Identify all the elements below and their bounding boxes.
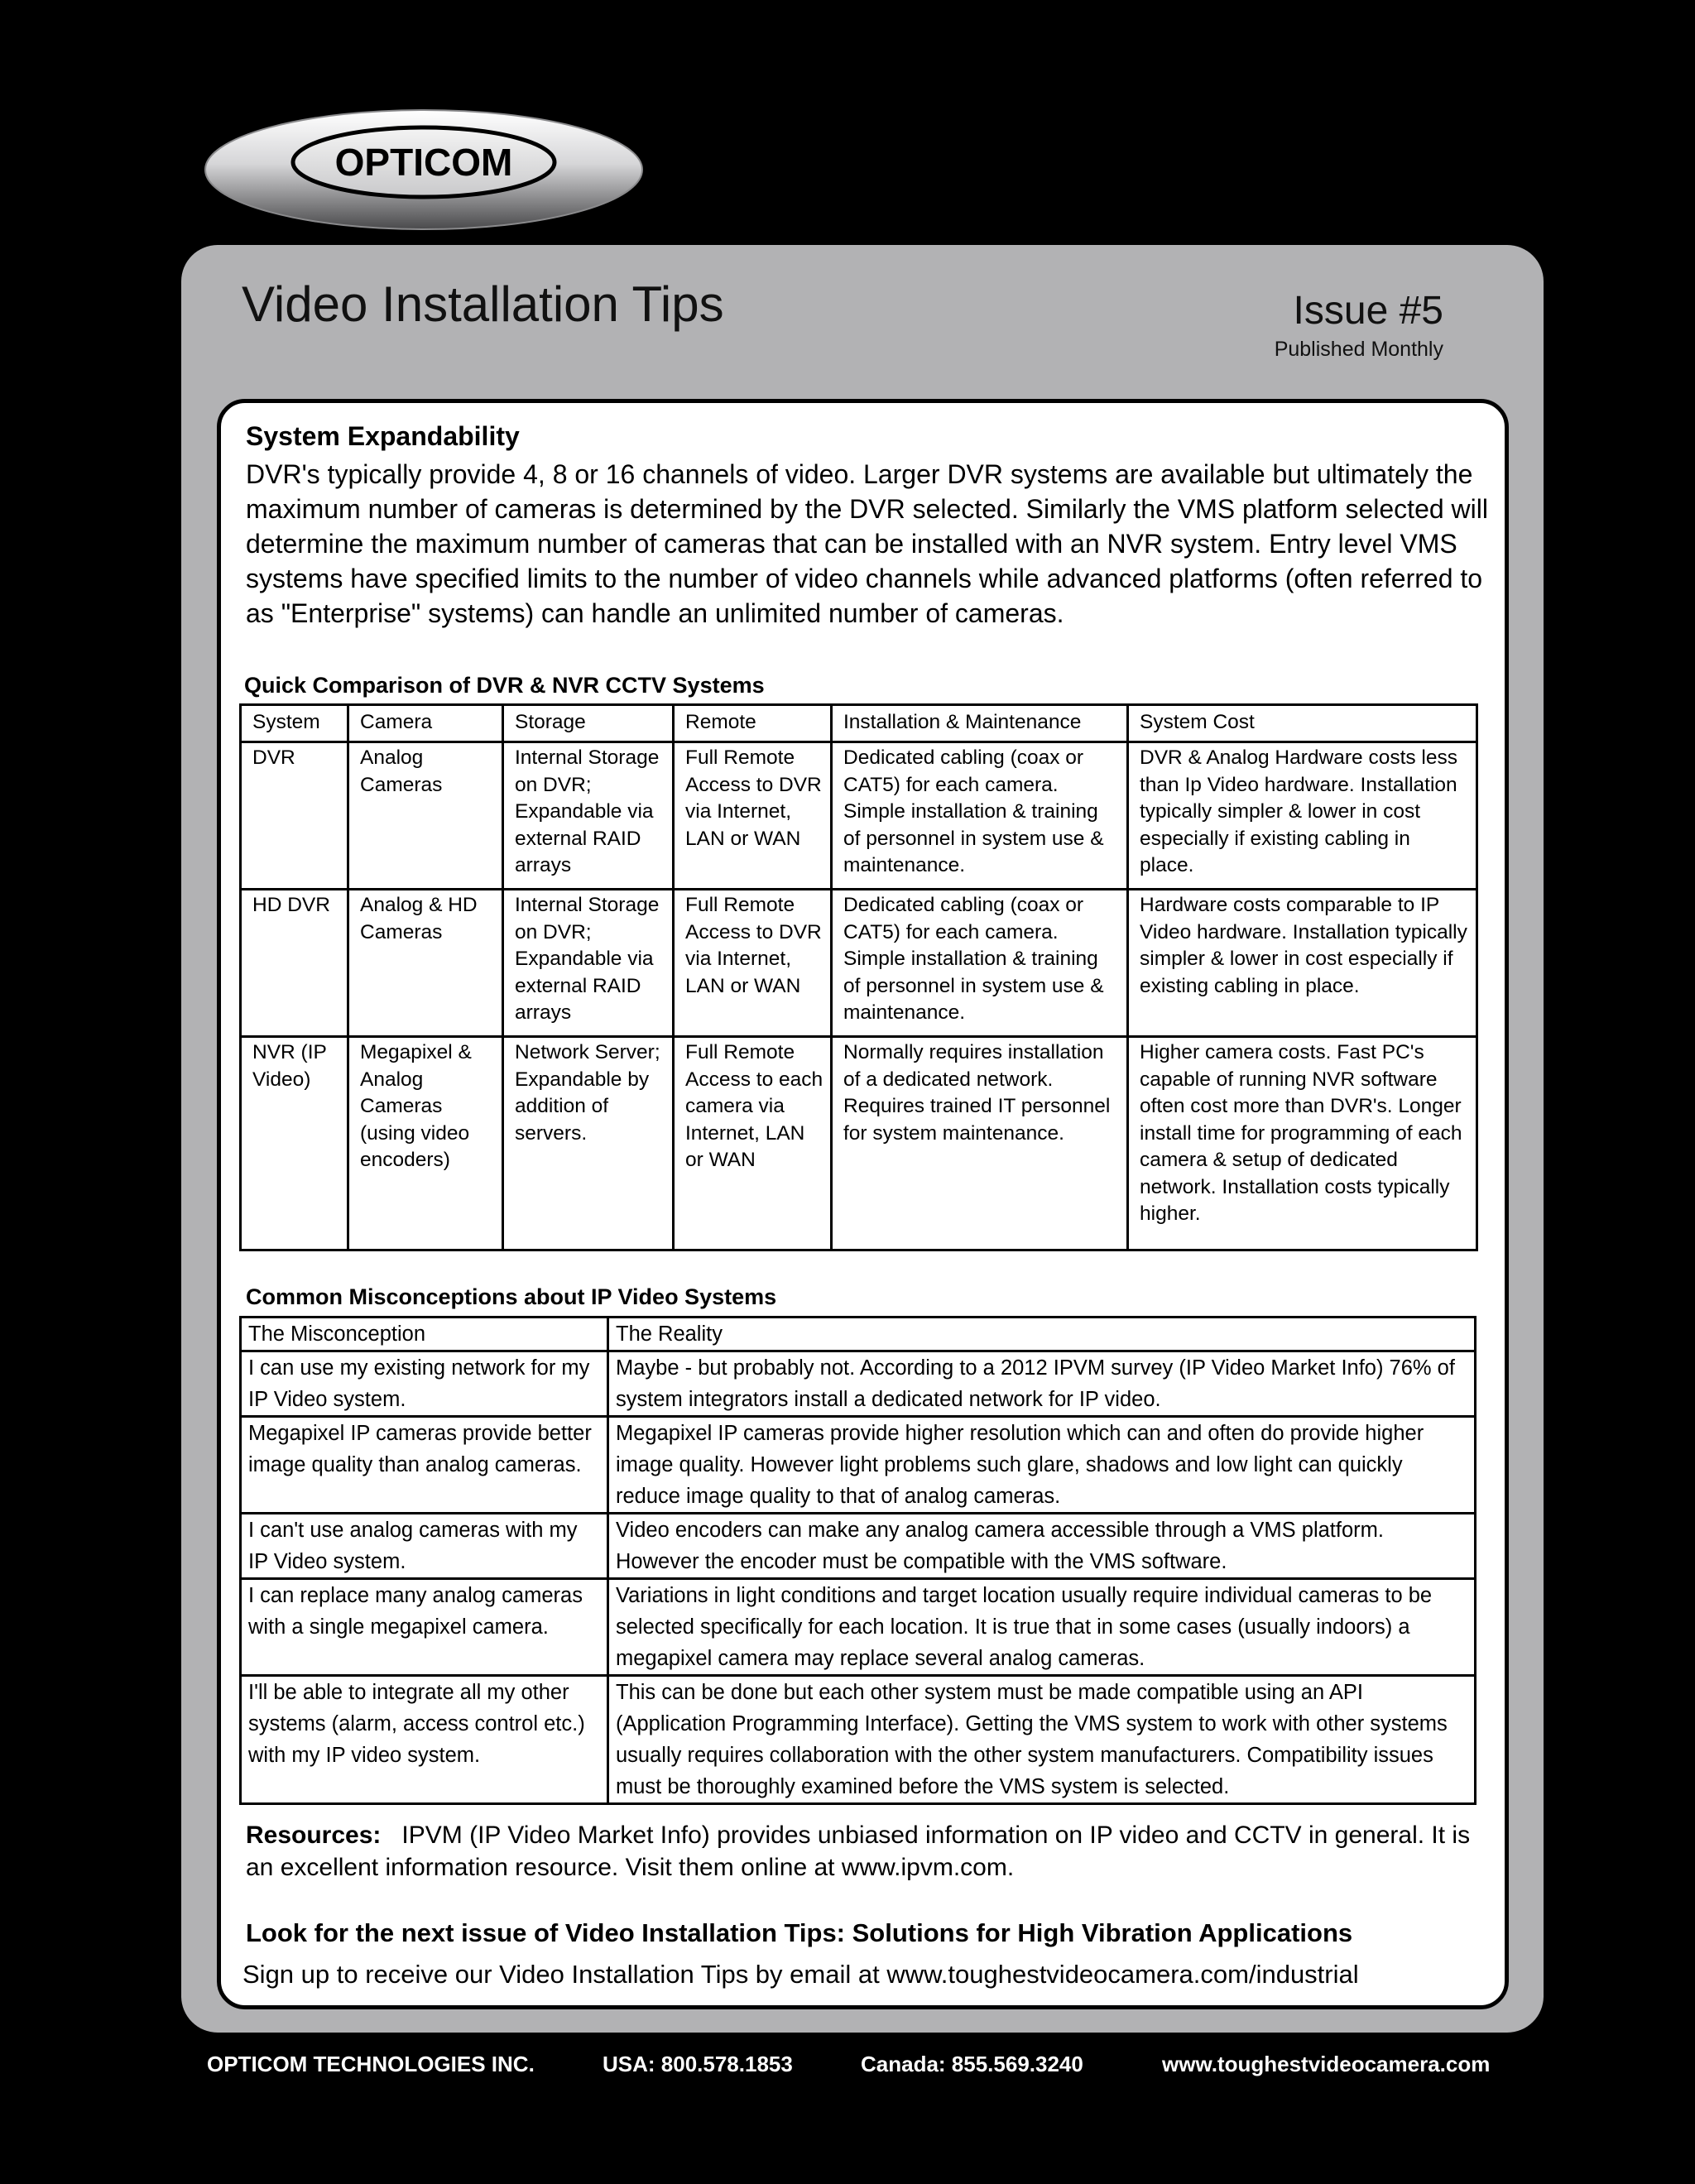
- intro-paragraph: DVR's typically provide 4, 8 or 16 channels of video. Larger DVR systems are available but ultimately the maximum number of cameras is determined by the DVR selected. Similarly the VMS platform selected will determine the maximum number of cameras that can be installed with an NVR system. Entry level VMS systems have specified limits to the number of video channels while advanced platforms (often referred to as "Enterprise" systems) can handle an unlimited number of cameras.: [246, 459, 1488, 628]
- table-row: [241, 1579, 1476, 1676]
- table-header-row: [241, 1318, 1476, 1351]
- table-cell: Dedicated cabling (coax or CAT5) for each camera. Simple installation & training of personnel in system use & maintenance.: [832, 890, 1128, 1037]
- misconception-cell: I can't use analog cameras with my IP Video system.: [241, 1514, 608, 1579]
- misconception-cell: Megapixel IP cameras provide better image quality than analog cameras.: [241, 1417, 608, 1514]
- reality-cell: This can be done but each other system must be made compatible using an API (Application Programming Interface). Getting the VMS system to work with other systems usually requires collaboration with the other system manufacturers. Compatibility issues must be thoroughly examined before the VMS system is selected.: [608, 1676, 1476, 1804]
- table-cell: Full Remote Access to each camera via Internet, LAN or WAN: [674, 1037, 832, 1250]
- table-row: [241, 1417, 1476, 1514]
- reality-cell: Megapixel IP cameras provide higher resolution which can and often do provide higher image quality. However light problems such glare, shadows and low light can quickly reduce image quality to that of analog cameras.: [608, 1417, 1476, 1514]
- column-header: System Cost: [1128, 705, 1477, 742]
- publication-frequency: Published Monthly: [1274, 338, 1443, 361]
- table-row: [241, 742, 1477, 890]
- column-header: Installation & Maintenance: [832, 705, 1128, 742]
- misconception-cell: I can replace many analog cameras with a single megapixel camera.: [241, 1579, 608, 1676]
- table-cell: Full Remote Access to DVR via Internet, LAN or WAN: [674, 890, 832, 1037]
- footer-canada-phone: Canada: 855.569.3240: [861, 2052, 1083, 2076]
- footer-company: OPTICOM TECHNOLOGIES INC.: [207, 2052, 535, 2076]
- table-row: [241, 1676, 1476, 1804]
- table-cell: NVR (IP Video): [241, 1037, 348, 1250]
- footer-website: www.toughestvideocamera.com: [1162, 2052, 1491, 2076]
- table-cell: Megapixel & Analog Cameras (using video encoders): [348, 1037, 503, 1250]
- table-row: [241, 1351, 1476, 1417]
- reality-cell: Maybe - but probably not. According to a 2012 IPVM survey (IP Video Market Info) 76% of system integrators install a dedicated network for IP video.: [608, 1351, 1476, 1417]
- column-header: The Misconception: [241, 1318, 608, 1351]
- column-header: System: [241, 705, 348, 742]
- column-header: Remote: [674, 705, 832, 742]
- resources-text: IPVM (IP Video Market Info) provides unbiased information on IP video and CCTV in general. It is an excellent information resource. Visit them online at www.ipvm.com.: [246, 1822, 1471, 1881]
- table-cell: Hardware costs comparable to IP Video hardware. Installation typically simpler & lower in cost especially if existing cabling in place.: [1128, 890, 1477, 1037]
- logo-ellipse-icon: [204, 108, 644, 232]
- resources-label: Resources:: [246, 1822, 382, 1849]
- page-title: Video Installation Tips: [242, 276, 724, 332]
- signup-notice: Sign up to receive our Video Installation Tips by email at www.toughestvideocamera.com/industrial: [242, 1960, 1359, 1989]
- table-cell: Full Remote Access to DVR via Internet, LAN or WAN: [674, 742, 832, 890]
- table-row: [241, 890, 1477, 1037]
- column-header: The Reality: [608, 1318, 1476, 1351]
- opticom-logo: [204, 108, 644, 232]
- footer-usa-phone: USA: 800.578.1853: [603, 2052, 793, 2076]
- misconceptions-table: [239, 1316, 1477, 1805]
- table-cell: Analog & HD Cameras: [348, 890, 503, 1037]
- table-header-row: [241, 705, 1477, 742]
- resources-paragraph: [246, 1819, 1504, 1884]
- column-header: Storage: [503, 705, 674, 742]
- logo-text: OPTICOM: [334, 141, 513, 184]
- comparison-table: [239, 703, 1478, 1251]
- table-cell: Dedicated cabling (coax or CAT5) for each camera. Simple installation & training of personnel in system use & maintenance.: [832, 742, 1128, 890]
- table-cell: HD DVR: [241, 890, 348, 1037]
- table-cell: Internal Storage on DVR; Expandable via external RAID arrays: [503, 742, 674, 890]
- misconception-cell: I'll be able to integrate all my other systems (alarm, access control etc.) with my IP video system.: [241, 1676, 608, 1804]
- next-issue-notice: Look for the next issue of Video Installation Tips: Solutions for High Vibration Applications: [246, 1918, 1353, 1947]
- misconceptions-table-title: Common Misconceptions about IP Video Systems: [246, 1284, 777, 1309]
- table-row: [241, 1037, 1477, 1250]
- table-cell: DVR & Analog Hardware costs less than Ip Video hardware. Installation typically simpler & lower in cost especially if existing cabling in place.: [1128, 742, 1477, 890]
- table-cell: Internal Storage on DVR; Expandable via external RAID arrays: [503, 890, 674, 1037]
- reality-cell: Variations in light conditions and target location usually require individual cameras to be selected specifically for each location. It is true that in some cases (usually indoors) a megapixel camera may replace several analog cameras.: [608, 1579, 1476, 1676]
- table-cell: Network Server; Expandable by addition of servers.: [503, 1037, 674, 1250]
- table-cell: Higher camera costs. Fast PC's capable of running NVR software often cost more than DVR's. Longer install time for programming of each camera & setup of dedicated network. Installation costs typically higher.: [1128, 1037, 1477, 1250]
- table-row: [241, 1514, 1476, 1579]
- section-title: System Expandability: [246, 421, 520, 451]
- column-header: Camera: [348, 705, 503, 742]
- comparison-table-title: Quick Comparison of DVR & NVR CCTV Systems: [244, 673, 765, 698]
- misconception-cell: I can use my existing network for my IP Video system.: [241, 1351, 608, 1417]
- table-cell: DVR: [241, 742, 348, 890]
- table-cell: Analog Cameras: [348, 742, 503, 890]
- table-cell: Normally requires installation of a dedicated network. Requires trained IT personnel for system maintenance.: [832, 1037, 1128, 1250]
- issue-number: Issue #5: [1293, 289, 1443, 333]
- reality-cell: Video encoders can make any analog camera accessible through a VMS platform. However the encoder must be compatible with the VMS software.: [608, 1514, 1476, 1579]
